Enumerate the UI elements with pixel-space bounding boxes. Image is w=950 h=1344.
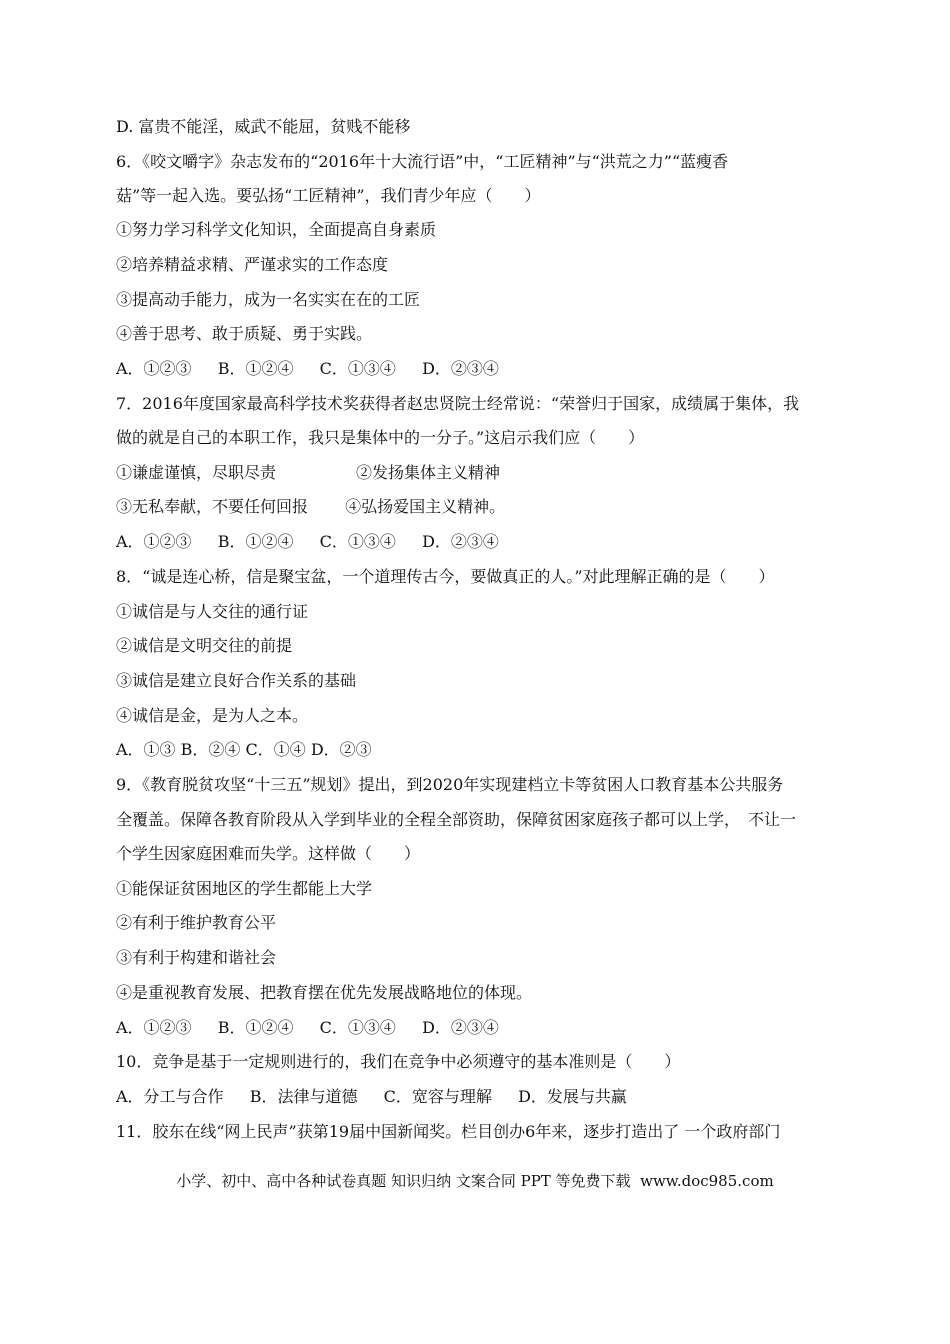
text-line: ④诚信是金，是为人之本。 xyxy=(116,706,309,725)
text-line: ②有利于维护教育公平 xyxy=(116,913,277,932)
text-line: A．①②③ B．①②④ C．①③④ D．②③④ xyxy=(116,359,499,378)
text-line: 菇”等一起入选。要弘扬“工匠精神”，我们青少年应（ ） xyxy=(116,186,541,205)
text-line: ④是重视教育发展、把教育摆在优先发展战略地位的体现。 xyxy=(116,983,533,1002)
text-line: 9．《教育脱贫攻坚“十三五”规划》提出，到2020年实现建档立卡等贫困人口教育基本公共服务 xyxy=(116,775,784,794)
text-line: ③无私奉献，不要任何回报 ④弘扬爱国主义精神。 xyxy=(116,497,506,516)
text-line: 6．《咬文嚼字》杂志发布的“2016年十大流行语”中，“工匠精神”与“洪荒之力”“蓝瘦香 xyxy=(116,152,729,171)
text-line: 个学生因家庭困难而失学。这样做（ ） xyxy=(116,844,421,863)
text-line: ①谦虚谨慎，尽职尽责 ②发扬集体主义精神 xyxy=(116,463,501,482)
text-line: A．①②③ B．①②④ C．①③④ D．②③④ xyxy=(116,1018,499,1037)
text-line: ②诚信是文明交往的前提 xyxy=(116,636,293,655)
text-line: ③有利于构建和谐社会 xyxy=(116,948,277,967)
text-line: A．①②③ B．①②④ C．①③④ D．②③④ xyxy=(116,532,499,551)
text-line: ①努力学习科学文化知识，全面提高自身素质 xyxy=(116,220,437,239)
text-line: ④善于思考、敢于质疑、勇于实践。 xyxy=(116,324,373,343)
text-line: D. 富贵不能淫，威武不能屈，贫贱不能移 xyxy=(116,117,411,136)
text-line: 8．“诚是连心桥，信是聚宝盆，一个道理传古今，要做真正的人。”对此理解正确的是（ ） xyxy=(116,567,775,586)
text-line: 10．竞争是基于一定规则进行的，我们在竞争中必须遵守的基本准则是（ ） xyxy=(116,1052,681,1071)
text-line: ③提高动手能力，成为一名实实在在的工匠 xyxy=(116,290,421,309)
text-line: ②培养精益求精、严谨求实的工作态度 xyxy=(116,255,389,274)
text-line: ①能保证贫困地区的学生都能上大学 xyxy=(116,879,373,898)
text-line: A．分工与合作 B．法律与道德 C．宽容与理解 D．发展与共赢 xyxy=(116,1087,627,1106)
page-footer: 小学、初中、高中各种试卷真题 知识归纳 文案合同 PPT 等免费下载 www.doc985.com xyxy=(176,1172,774,1190)
text-line: 做的就是自己的本职工作，我只是集体中的一分子。”这启示我们应（ ） xyxy=(116,428,645,447)
text-line: ①诚信是与人交往的通行证 xyxy=(116,602,309,621)
text-line: ③诚信是建立良好合作关系的基础 xyxy=(116,671,357,690)
text-line: A．①③ B．②④ C．①④ D．②③ xyxy=(116,740,372,759)
text-line: 全覆盖。保障各教育阶段从入学到毕业的全程全部资助，保障贫困家庭孩子都可以上学， 不让一 xyxy=(116,810,797,829)
text-line: 7．2016年度国家最高科学技术奖获得者赵忠贤院士经常说：“荣誉归于国家，成绩属于集体，我 xyxy=(116,394,800,413)
text-line: 11．胶东在线“网上民声”获第19届中国新闻奖。栏目创办6年来，逐步打造出了 一个政府部门 xyxy=(116,1122,781,1141)
